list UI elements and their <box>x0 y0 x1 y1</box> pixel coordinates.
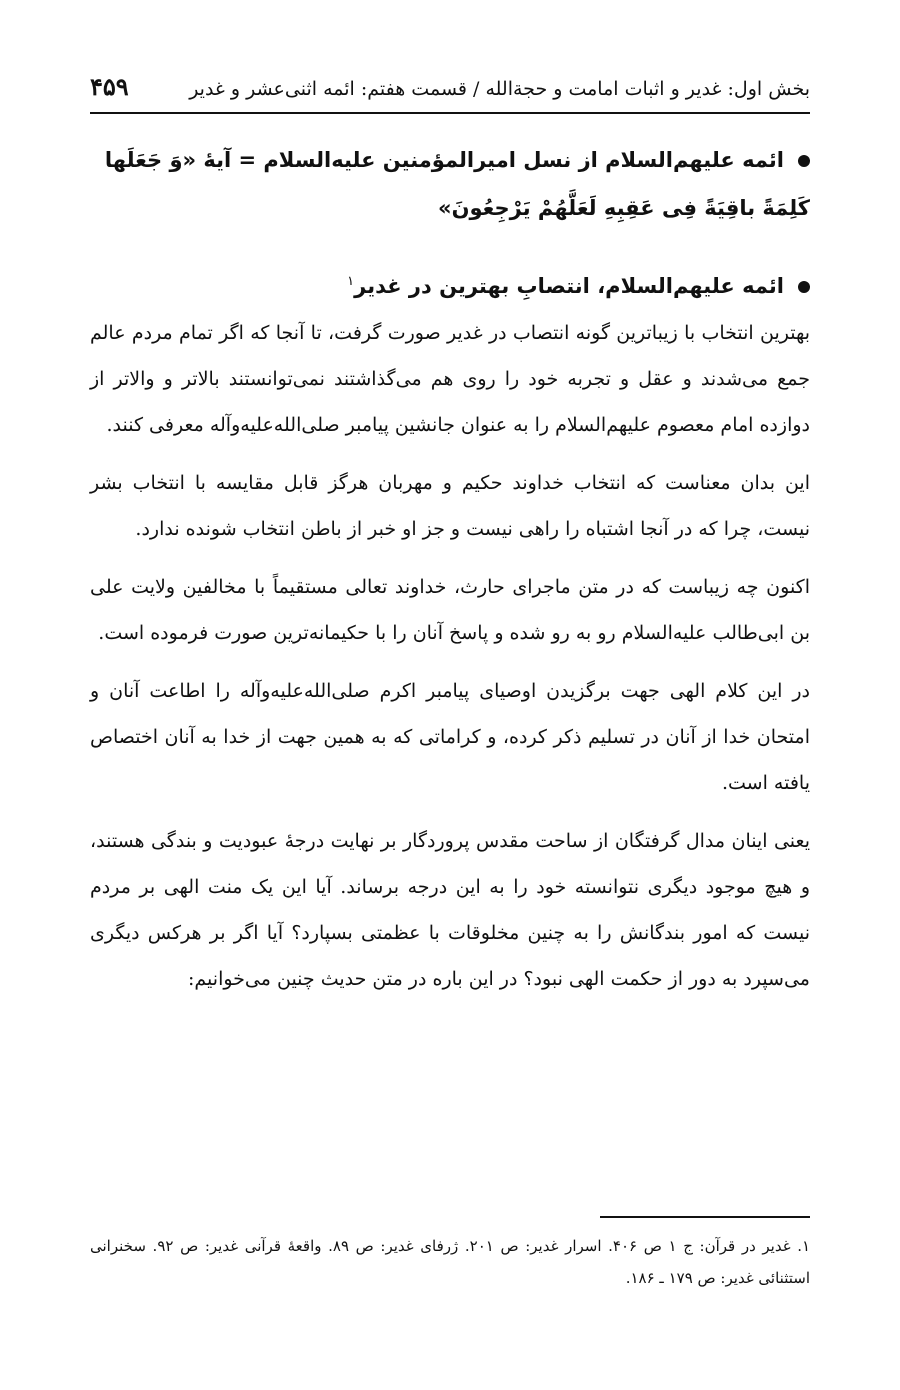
body-paragraph: اکنون چه زیباست که در متن ماجرای حارث، خداوند تعالی مستقیماً با مخالفین ولایت علی بن ابی‌طالب علیه‌السلام رو به رو شده و پاسخ آنان را با حکیمانه‌ترین صورت فرموده است. <box>90 576 810 644</box>
page-number: ۴۵۹ <box>90 72 129 101</box>
bullet-icon <box>798 155 810 167</box>
section-heading <box>90 258 810 310</box>
body-paragraph: بهترین انتخاب با زیباترین گونه انتصاب در غدیر صورت گرفت، تا آنجا که اگر تمام مردم عالم جمع می‌شدند و عقل و تجربه خود را روی هم می‌گذاشتند نمی‌توانستند بالاتر و والاتر از دوازده امام معصوم علیهم‌السلام را به عنوان جانشین پیامبر صلی‌الله‌علیه‌وآله معرفی کنند. <box>90 322 810 436</box>
body-paragraph: در این کلام الهی جهت برگزیدن اوصیای پیامبر اکرم صلی‌الله‌علیه‌وآله را اطاعت آنان و امتحان خدا از آنان در تسلیم ذکر کرده، و کراماتی که به همین جهت از خدا به آنان اختصاص یافته است. <box>90 680 810 794</box>
footnote-reference: ۱ <box>347 274 355 289</box>
footnote-divider <box>600 1216 810 1218</box>
running-header <box>90 72 810 108</box>
footnote-text: ۱. غدیر در قرآن: ج ۱ ص ۴۰۶. اسرار غدیر: ص ۲۰۱. ژرفای غدیر: ص ۸۹. واقعۀ قرآنی غدیر: ص ۹۲. سخنرانی استثنائی غدیر: ص ۱۷۹ ـ ۱۸۶. <box>90 1237 811 1287</box>
book-page <box>90 0 810 1390</box>
page-body <box>90 136 810 1014</box>
footnotes <box>90 1230 810 1294</box>
section-heading-text: ائمه علیهم‌السلام، انتصابِ بهترین در غدیر <box>354 274 784 298</box>
body-paragraph: این بدان معناست که انتخاب خداوند حکیم و مهربان هرگز قابل مقایسه با انتخاب بشر نیست، چرا که در آنجا اشتباه را راهی نیست و جز او خبر از باطن انتخاب شونده ندارد. <box>90 472 810 540</box>
body-paragraph: یعنی اینان مدال گرفتگان از ساحت مقدس پروردگار بر نهایت درجۀ عبودیت و بندگی هستند، و هیچ موجود دیگری نتوانسته خود را به این درجه برساند. آیا این یک منت الهی بر مردم نیست که امور بندگانش را به چنین مخلوقات با عظمتی بسپارد؟ آیا اگر بر هرکس دیگری می‌سپرد به دور از حکمت الهی نبود؟ در این باره در متن حدیث چنین می‌خوانیم: <box>90 830 810 990</box>
section-heading <box>90 136 810 232</box>
bullet-icon <box>798 281 810 293</box>
running-title: بخش اول: غدیر و اثبات امامت و حجةالله / قسمت هفتم: ائمه اثنی‌عشر و غدیر <box>189 78 810 100</box>
header-rule <box>90 112 810 114</box>
section-heading-text: ائمه علیهم‌السلام از نسل امیرالمؤمنین علیه‌السلام = آیۀ «وَ جَعَلَها کَلِمَةً باقِیَةً فِی عَقِبِهِ لَعَلَّهُمْ یَرْجِعُونَ» <box>104 148 810 220</box>
